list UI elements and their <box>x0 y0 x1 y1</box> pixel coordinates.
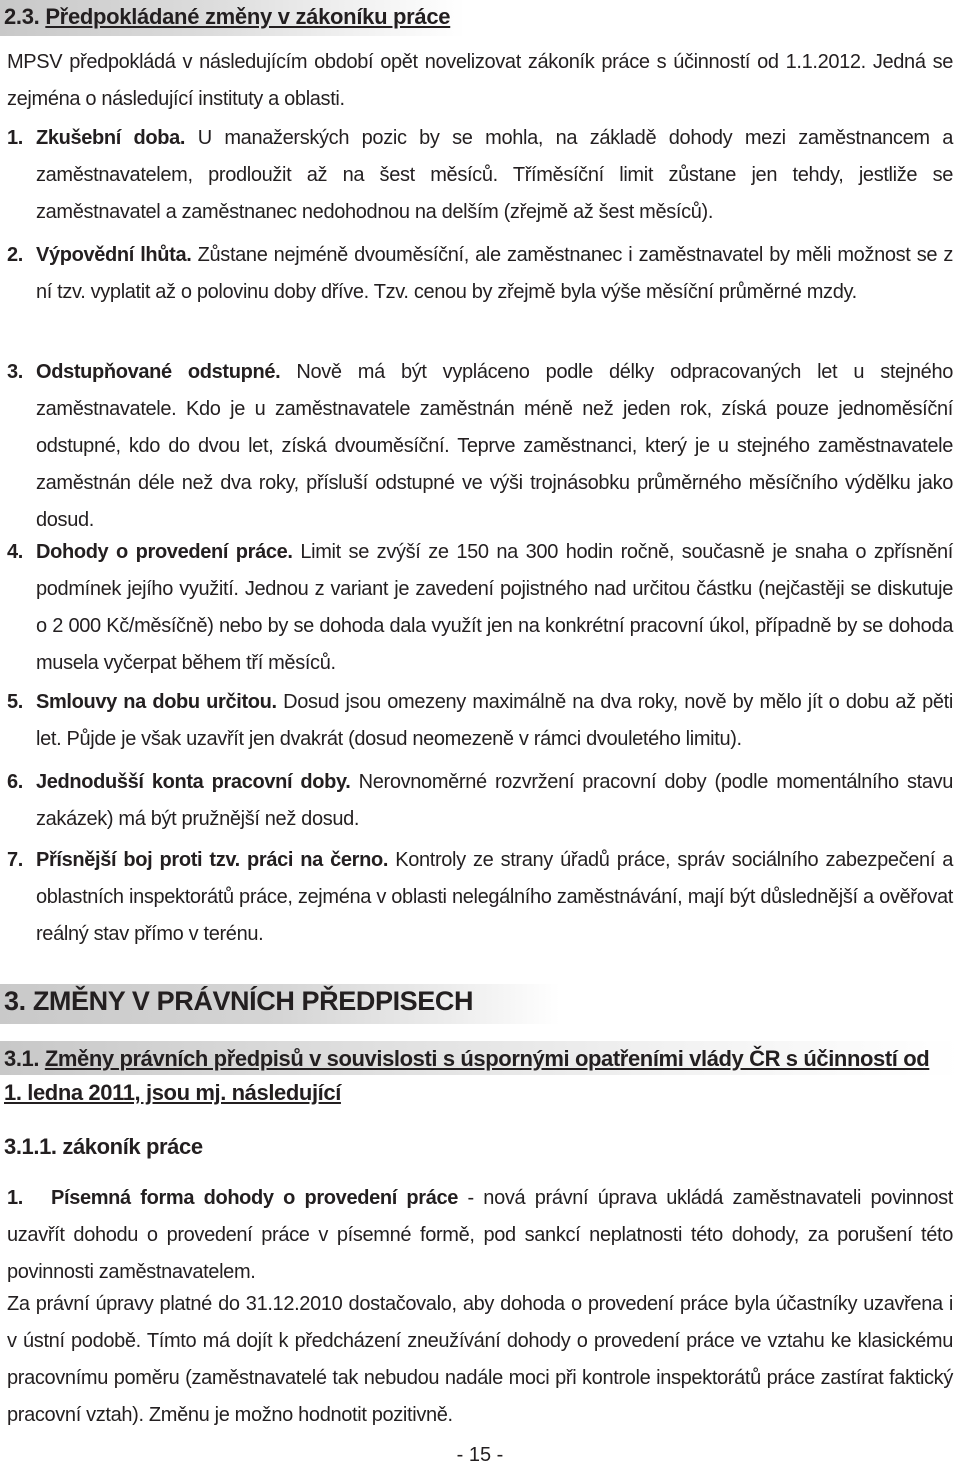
list-item <box>7 237 953 311</box>
item-number: 1. <box>7 127 23 149</box>
item-title: Zkušební doba. <box>36 127 186 149</box>
item-text: Zůstane nejméně dvouměsíční, ale zaměstnanec i zaměstnavatel by měli možnost se z ní tzv. vyplatit až o polovinu doby dříve. Tzv. cenou by zřejmě byla výše měsíční průměrné mzdy. <box>36 244 953 303</box>
list-item <box>7 354 953 539</box>
item-number: 2. <box>7 244 23 266</box>
item-title: Dohody o provedení práce. <box>36 541 293 563</box>
item-number: 6. <box>7 771 23 793</box>
subsection-heading <box>0 1042 960 1110</box>
list-item <box>7 842 953 953</box>
list-item <box>7 120 953 231</box>
item-text: U manažerských pozic by se mohla, na základě dohody mezi zaměstnancem a zaměstnavatelem, prodloužit až na šest měsíců. Tříměsíční limit zůstane jen tehdy, jestliže se zaměstnavatel a zaměstnanec nedohodnou na delším (zřejmě až šest měsíců). <box>36 127 953 223</box>
subsection-title-line2: 1. ledna 2011, jsou mj. následující <box>4 1080 341 1105</box>
section-number: 2.3. <box>4 4 40 29</box>
list-item <box>7 764 953 838</box>
closing-paragraph: Za právní úpravy platné do 31.12.2010 dostačovalo, aby dohoda o provedení práce byla účastníky uzavřena i v ústní podobě. Tímto má dojít k předcházení zneužívání dohody o provedení práce ve vztahu ke klasickému pracovnímu poměru (zaměstnavatelé tak nebudou nadále moci při kontrole inspektorátů práce zastírat faktický pracovní vztah). Změnu je možno hodnotit pozitivně. <box>7 1293 953 1426</box>
item-number: 5. <box>7 691 23 713</box>
law-list-item <box>7 1180 953 1291</box>
intro-paragraph: MPSV předpokládá v následujícím období opět novelizovat zákoník práce s účinností od 1.1.2012. Jedná se zejména o následující instituty a oblasti. <box>7 51 953 110</box>
chapter-title: 3. ZMĚNY V PRÁVNÍCH PŘEDPISECH <box>4 986 474 1016</box>
item-text: Dosud jsou omezeny maximálně na dva roky, nově by mělo jít o dobu až pěti let. Půjde je však uzavřít jen dvakrát (dosud neomezeně v rámci dvouletého limitu). <box>36 691 953 750</box>
item-title: Smlouvy na dobu určitou. <box>36 691 277 713</box>
section-heading <box>4 4 450 30</box>
item-title: Jednodušší konta pracovní doby. <box>36 771 351 793</box>
item-number: 3. <box>7 361 23 383</box>
page-number: - 15 - <box>456 1444 504 1466</box>
item-text: Limit se zvýší ze 150 na 300 hodin ročně, současně je snaha o zpřísnění podmínek jejího využití. Jednou z variant je zavedení pojistného nad určitou částku (nejčastěji se diskutuje o 2 000 Kč/měsíčně) nebo by se dohoda dala využít jen na konkrétní pracovní úkol, případně by se dohoda musela vyčerpat během tří měsíců. <box>36 541 953 674</box>
section-title: Předpokládané změny v zákoníku práce <box>45 4 451 29</box>
list-item <box>7 534 953 682</box>
subsection-title-line1: Změny právních předpisů v souvislosti s úspornými opatřeními vlády ČR s účinností od <box>44 1046 930 1071</box>
item-number: 7. <box>7 849 23 871</box>
item-title: Výpovědní lhůta. <box>36 244 192 266</box>
subsection-number: 3.1. <box>4 1046 40 1071</box>
item-text: - nová právní úprava ukládá zaměstnavateli povinnost uzavřít dohodu o provedení práce v písemné formě, pod sankcí neplatnosti této dohody, za porušení této povinnosti zaměstnavatelem. <box>7 1187 953 1283</box>
item-text: Nerovnoměrné rozvržení pracovní doby (podle momentálního stavu zakázek) má být pružnější než dosud. <box>36 771 954 830</box>
item-text: Kontroly ze strany úřadů práce, správ sociálního zabezpečení a oblastních inspektorátů práce, zejména v oblasti nelegálního zaměstnávání, mají být důslednější a ověřovat reálný stav přímo v terénu. <box>36 849 953 945</box>
item-number: 4. <box>7 541 23 563</box>
item-title: Písemná forma dohody o provedení práce <box>51 1187 459 1209</box>
item-number: 1. <box>7 1187 23 1209</box>
chapter-heading-bar <box>0 984 560 1024</box>
sub-subsection-title: 3.1.1. zákoník práce <box>4 1134 203 1159</box>
list-item <box>7 684 953 758</box>
item-title: Odstupňované odstupné. <box>36 361 281 383</box>
sub-subsection-heading <box>0 1130 960 1164</box>
item-title: Přísnější boj proti tzv. práci na černo. <box>36 849 389 871</box>
item-text: Nově má být vypláceno podle délky odpracovaných let u stejného zaměstnavatele. Kdo je u zaměstnavatele zaměstnán méně než jeden rok, získá pouze jednoměsíční odstupné, kdo do dvou let, získá dvouměsíční. Teprve zaměstnanci, který je u stejného zaměstnavatele zaměstnán déle než dva roky, přísluší odstupné ve výši trojnásobku průměrného měsíčního výdělku jako dosud. <box>36 361 954 531</box>
